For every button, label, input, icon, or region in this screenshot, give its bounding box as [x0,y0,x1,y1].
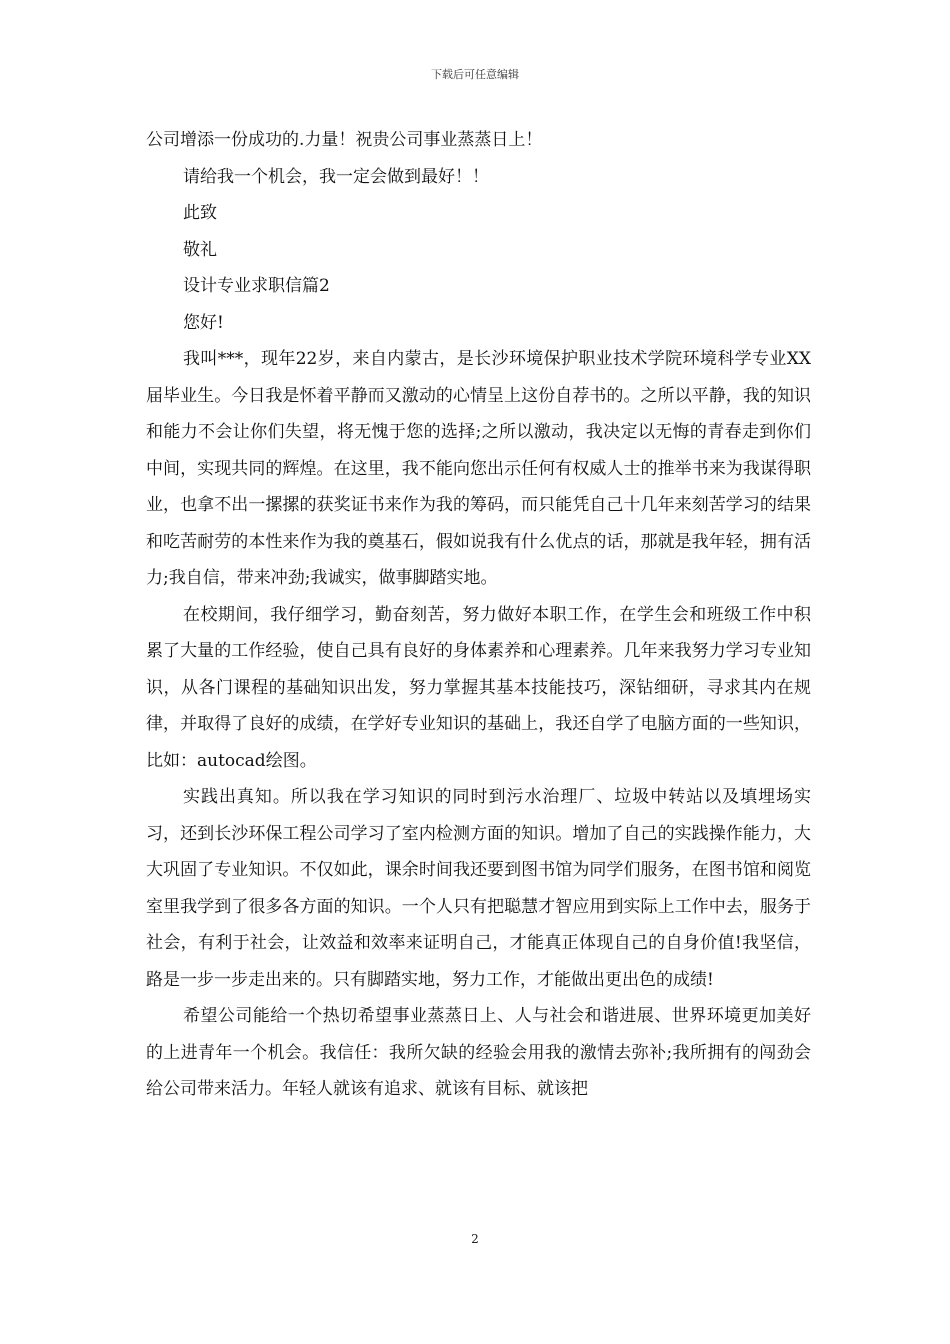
paragraph: 我叫***，现年22岁，来自内蒙古，是长沙环境保护职业技术学院环境科学专业XX届毕业生。今日我是怀着平静而又激动的心情呈上这份自荐书的。之所以平静，我的知识和能力不会让你们失望，将无愧于您的选择;之所以激动，我决定以无悔的青春走到你们中间，实现共同的辉煌。在这里，我不能向您出示任何有权威人士的推举书来为我谋得职业，也拿不出一摞摞的获奖证书来作为我的筹码，而只能凭自己十几年来刻苦学习的结果和吃苦耐劳的本性来作为我的奠基石，假如说我有什么优点的话，那就是我年轻，拥有活力;我自信，带来冲劲;我诚实，做事脚踏实地。 [146,349,811,588]
paragraph: 请给我一个机会，我一定会做到最好！！ [183,166,489,187]
page-header: 下载后可任意编辑 [431,68,519,81]
paragraph: 实践出真知。所以我在学习知识的同时到污水治理厂、垃圾中转站以及填埋场实习，还到长沙环保工程公司学习了室内检测方面的知识。增加了自己的实践操作能力，大大巩固了专业知识。不仅如此，课余时间我还要到图书馆为同学们服务，在图书馆和阅览室里我学到了很多各方面的知识。一个人只有把聪慧才智应用到实际上工作中去，服务于社会，有利于社会，让效益和效率来证明自己，才能真正体现自己的自身价值!我坚信，路是一步一步走出来的。只有脚踏实地，努力工作，才能做出更出色的成绩! [146,787,811,990]
page-number: 2 [471,1232,479,1246]
document-body [146,122,811,1108]
paragraph: 公司增添一份成功的.力量！祝贵公司事业蒸蒸日上！ [146,130,543,150]
paragraph: 敬礼 [183,239,217,260]
section-title: 设计专业求职信篇2 [183,276,330,296]
paragraph: 此致 [183,203,217,223]
paragraph: 在校期间，我仔细学习，勤奋刻苦，努力做好本职工作，在学生会和班级工作中积累了大量的工作经验，使自己具有良好的身体素养和心理素养。几年来我努力学习专业知识，从各门课程的基础知识出发，努力掌握其基本技能技巧，深钻细研，寻求其内在规律，并取得了良好的成绩，在学好专业知识的基础上，我还自学了电脑方面的一些知识，比如：autocad绘图。 [146,604,811,771]
paragraph: 希望公司能给一个热切希望事业蒸蒸日上、人与社会和谐进展、世界环境更加美好的上进青年一个机会。我信任：我所欠缺的经验会用我的激情去弥补;我所拥有的闯劲会给公司带来活力。年轻人就该有追求、就该有目标、就该把 [146,1006,811,1099]
greeting: 您好! [183,312,224,333]
